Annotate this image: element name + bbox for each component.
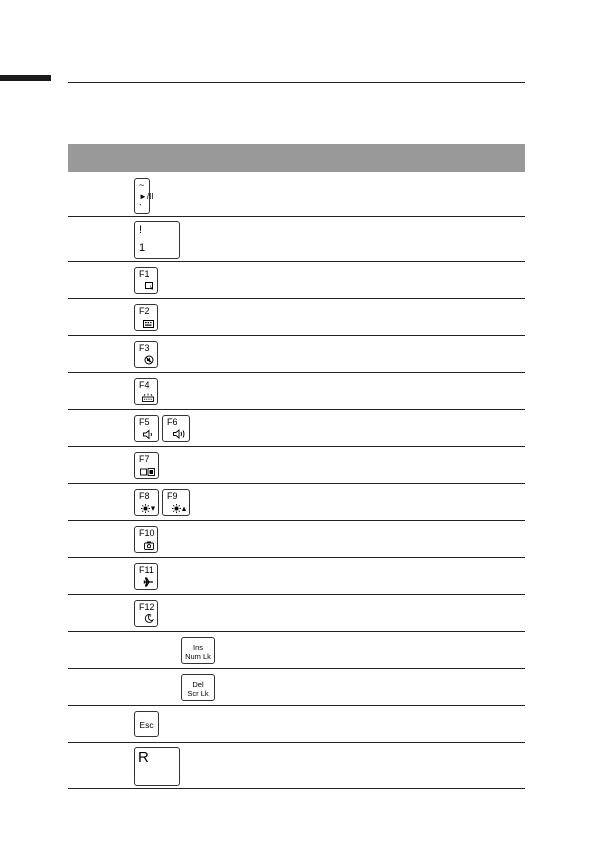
key-label: R <box>138 749 149 766</box>
key-f5 <box>134 415 159 442</box>
key-esc <box>134 711 159 737</box>
table-row <box>68 484 525 521</box>
key-label: F1 <box>139 269 150 279</box>
brightness-up-icon <box>172 504 186 513</box>
key-f9 <box>162 489 190 516</box>
key-label: ~ <box>139 180 145 190</box>
key-f7 <box>134 452 159 479</box>
key-f8 <box>134 489 159 516</box>
key-label: F7 <box>139 454 150 464</box>
key-f2 <box>134 304 158 331</box>
volume-down-icon <box>143 430 155 439</box>
table-header <box>68 144 525 172</box>
key-label: F2 <box>139 306 150 316</box>
key-f11 <box>134 563 158 590</box>
table-row <box>68 262 525 299</box>
table-row <box>68 373 525 410</box>
side-tab-marker <box>0 75 51 81</box>
table-row <box>68 521 525 558</box>
airplane-icon <box>143 577 154 587</box>
table-row <box>68 410 525 447</box>
key-label: Ins <box>192 643 203 652</box>
key-f6 <box>162 415 190 442</box>
key-label: F3 <box>139 343 150 353</box>
display-switch-icon <box>140 468 155 476</box>
key-f10 <box>134 526 158 553</box>
key-label: F11 <box>139 565 154 575</box>
hotkey-table <box>68 144 525 789</box>
table-row <box>68 595 525 632</box>
volume-up-icon <box>173 429 186 439</box>
table-row <box>68 299 525 336</box>
key-tilde <box>134 178 154 214</box>
key-label: ` <box>139 203 142 213</box>
key-r <box>134 747 180 786</box>
table-row <box>68 336 525 373</box>
key-one <box>134 221 180 259</box>
mute-icon <box>144 355 154 365</box>
touchpad-icon <box>145 282 154 291</box>
table-row <box>68 669 525 706</box>
key-label: Esc <box>139 720 154 730</box>
table-row <box>68 632 525 669</box>
table-row <box>68 743 525 789</box>
key-f3 <box>134 341 158 368</box>
table-row <box>68 706 525 743</box>
key-del <box>181 674 215 701</box>
key-label: F4 <box>139 380 150 390</box>
key-f12 <box>134 600 158 627</box>
key-ins <box>181 637 215 664</box>
table-row <box>68 217 525 262</box>
key-f1 <box>134 267 158 294</box>
key-label: F12 <box>139 602 155 612</box>
sleep-icon <box>144 613 154 624</box>
table-row <box>68 447 525 484</box>
camera-icon <box>144 541 154 550</box>
key-label: ! <box>139 224 143 236</box>
table-row <box>68 172 525 217</box>
key-label: Scr Lk <box>187 689 209 698</box>
key-label: F10 <box>139 528 155 538</box>
key-label: 1 <box>139 242 146 254</box>
svg-text:z: z <box>149 614 152 618</box>
key-label: F8 <box>139 491 150 501</box>
key-label: Num Lk <box>185 652 211 661</box>
top-rule <box>68 82 525 83</box>
key-f4 <box>134 378 158 405</box>
key-label: F9 <box>167 491 178 501</box>
key-label: F6 <box>167 417 178 427</box>
brightness-down-icon <box>141 504 155 513</box>
key-label: ►/II <box>139 192 154 201</box>
keyboard-backlight-icon <box>143 320 154 328</box>
key-label: F5 <box>139 417 150 427</box>
table-row <box>68 558 525 595</box>
keyboard-light-icon <box>142 393 154 402</box>
key-label: Del <box>192 680 204 689</box>
